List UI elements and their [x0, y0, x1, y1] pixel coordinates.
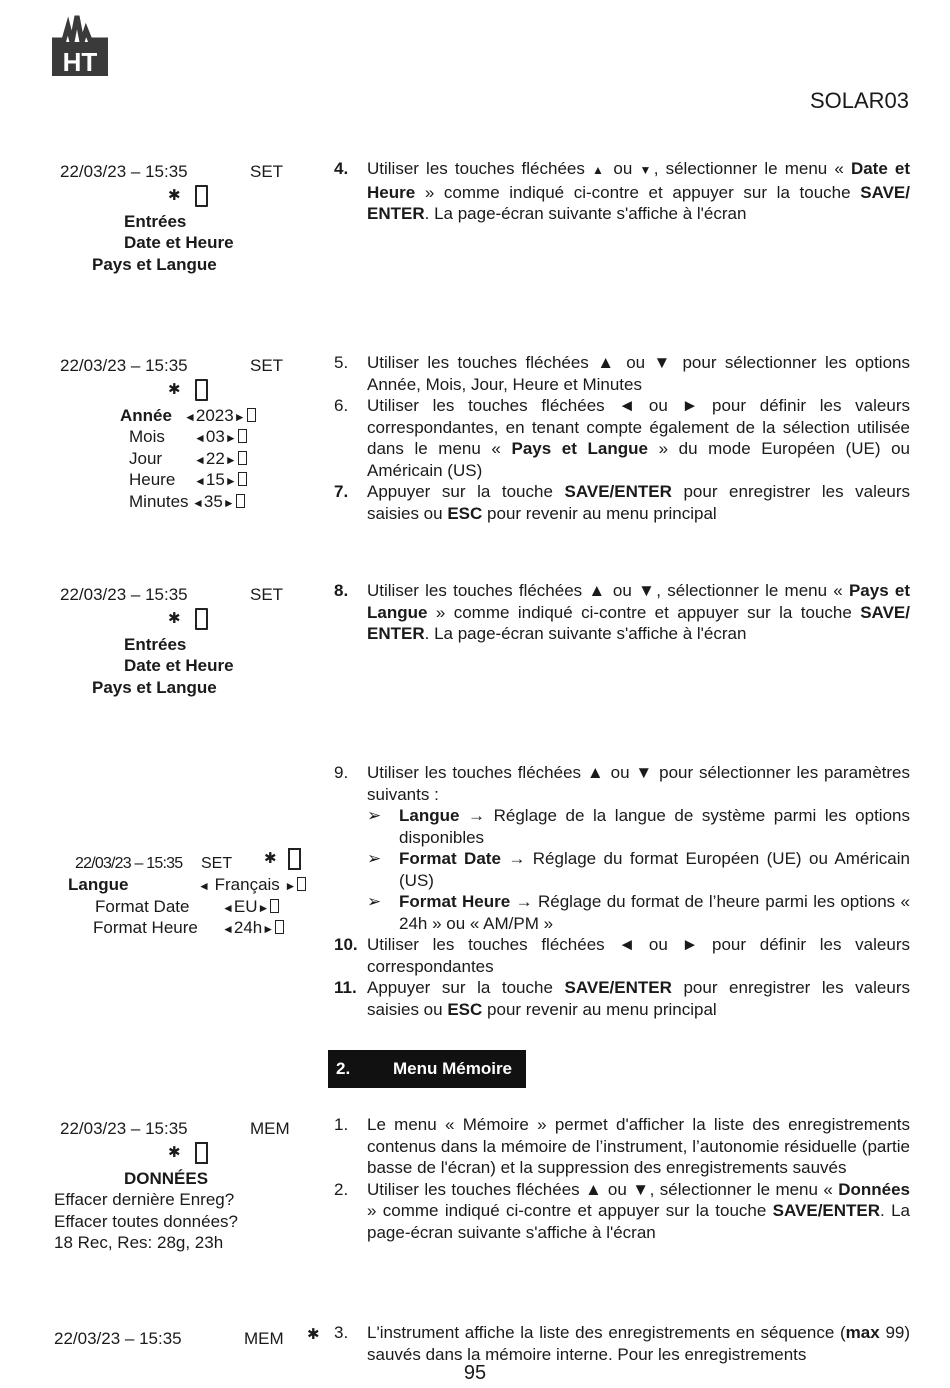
step-text: . La page-écran suivante s'affiche à l'écran [424, 204, 747, 223]
left-arrow-icon: ◄ [194, 431, 206, 445]
instrument-screen-set-menu [60, 161, 320, 275]
step-text: 99) sauvés dans la mémoire interne. Pour les enregistrements [367, 1323, 911, 1364]
parameter-name: Format Heure [399, 892, 511, 911]
menu-item-date-heure: Date et Heure [124, 233, 234, 252]
right-arrow-icon: ► [284, 879, 297, 893]
step-text: pour enregistrer les valeurs saisies ou [367, 978, 910, 1019]
step-text: Appuyer sur la touche [367, 482, 553, 501]
bluetooth-icon: ✱ [264, 850, 276, 867]
screen-mode: SET [250, 585, 284, 604]
step-text: pour enregistrer les valeurs saisies ou [367, 482, 910, 523]
step-text: L'instrument affiche la liste des enregistrements en séquence ( [367, 1323, 846, 1342]
bullet-arrow-icon: ➢ [367, 806, 382, 825]
parameter-description: → Réglage du format de l’heure parmi les options « 24h » ou « AM/PM » [399, 892, 910, 933]
instrument-screen-pays-langue [68, 848, 328, 939]
cursor-box-icon [238, 451, 247, 465]
step-text: Utiliser les touches fléchées ▲ ou ▼ pour sélectionner les paramètres suivants : [367, 763, 910, 804]
menu-name: Pays et Langue [511, 439, 648, 458]
screen-datetime: 22/03/23 – 15:35 [54, 1329, 182, 1348]
bluetooth-icon: ✱ [168, 1143, 181, 1161]
battery-icon [288, 848, 301, 870]
right-arrow-icon: ► [222, 495, 235, 510]
section-heading [328, 1050, 526, 1088]
bluetooth-icon: ✱ [307, 1326, 320, 1343]
battery-icon [195, 379, 208, 401]
parameter-name: Langue [399, 806, 460, 825]
step-text: Appuyer sur la touche [367, 978, 553, 997]
parameter-name: Format Date [399, 849, 501, 868]
instruction-step-4 [334, 158, 910, 225]
field-label-format-heure: Format Heure [93, 918, 198, 937]
step-number: 9. [334, 763, 349, 782]
field-label-annee: Année [120, 405, 172, 425]
cursor-box-icon [236, 494, 245, 508]
cursor-box-icon [275, 920, 284, 934]
bluetooth-icon: ✱ [168, 380, 181, 398]
ht-logo-graphic [50, 12, 110, 78]
field-label-mois: Mois [129, 427, 165, 446]
ht-logo [50, 12, 110, 78]
menu-item-entrees: Entrées [124, 634, 187, 654]
field-value-jour: 22 [205, 448, 225, 468]
menu-item-effacer-toutes: Effacer toutes données? [54, 1211, 238, 1231]
instrument-screen-set-menu-2 [60, 584, 320, 698]
battery-icon [195, 608, 208, 630]
field-value-format-date: EU [233, 896, 258, 916]
parameter-description: → Réglage de la langue de système parmi les options disponibles [399, 806, 910, 847]
cursor-box-icon [270, 899, 279, 913]
battery-icon [195, 185, 208, 207]
right-arrow-icon: ► [262, 922, 275, 936]
step-text: Utiliser les touches fléchées ▲ ou ▼, sélectionner le menu « [367, 581, 843, 600]
step-text: . La page-écran suivante s'affiche à l'écran [367, 1201, 910, 1242]
menu-name: Date et Heure [367, 159, 911, 202]
bluetooth-icon: ✱ [168, 609, 181, 627]
field-value-annee: 2023 [195, 405, 234, 425]
step-number: 1. [334, 1115, 349, 1134]
screen-mode: SET [250, 162, 284, 181]
step-number: 10. [334, 935, 358, 954]
screen-title-donnees: DONNÉES [124, 1168, 209, 1188]
right-arrow-icon: ► [224, 452, 237, 467]
field-value-heure: 15 [205, 470, 225, 489]
menu-item-date-heure: Date et Heure [124, 656, 234, 675]
down-arrow-icon: ▼ [639, 163, 654, 177]
cursor-box-icon [297, 877, 306, 891]
model-name: SOLAR03 [809, 88, 909, 113]
left-arrow-icon: ◄ [184, 409, 196, 424]
parameter-description: → Réglage du format Européen (UE) ou Américain (US) [399, 849, 910, 890]
key-name: SAVE/ENTER [564, 482, 672, 501]
field-value-langue: Français [214, 875, 280, 894]
step-text: Utiliser les touches fléchées [367, 159, 585, 178]
step-text: Le menu « Mémoire » permet d'afficher la liste des enregistrements contenus dans la mémoire de l’instrument, l’autonomie résiduelle (partie basse de l'écran) et la suppression des enregistrements sauvés [367, 1115, 910, 1177]
screen-datetime: 22/03/23 – 15:35 [60, 162, 188, 181]
step-number: 2. [334, 1179, 349, 1199]
key-name: ESC [447, 999, 483, 1019]
instruction-steps-5-7 [334, 352, 910, 524]
left-arrow-icon: ◄ [192, 495, 204, 510]
step-text: Utiliser les touches fléchées ▲ ou ▼ pour sélectionner les options Année, Mois, Jour, Heure et Minutes [367, 353, 910, 394]
screen-datetime: 22/03/23 – 15:35 [75, 855, 183, 872]
step-number: 8. [334, 581, 349, 600]
right-arrow-icon: ► [257, 900, 270, 915]
field-label-format-date: Format Date [95, 896, 190, 916]
step-text: pour revenir au menu principal [487, 503, 717, 523]
step-number: 3. [334, 1323, 349, 1342]
key-name: SAVE/ ENTER [367, 182, 910, 223]
menu-name: Données [838, 1179, 910, 1199]
right-arrow-icon: ► [224, 431, 237, 445]
page-number: 95 [463, 1362, 487, 1384]
step-number: 6. [334, 396, 349, 415]
step-text: . La page-écran suivante s'affiche à l'écran [424, 624, 747, 643]
menu-name: Pays et Langue [367, 581, 910, 622]
step-text: » du mode Européen (UE) ou Américain (US) [367, 439, 911, 480]
bluetooth-icon: ✱ [168, 186, 181, 204]
menu-item-pays-langue: Pays et Langue [92, 677, 217, 697]
instrument-screen-memoire [54, 1118, 314, 1254]
step-text: Utiliser les touches fléchées ▲ ou ▼, sélectionner le menu « [367, 1179, 833, 1199]
field-value-minutes: 35 [203, 491, 223, 511]
screen-datetime: 22/03/23 – 15:35 [60, 585, 188, 604]
field-value-mois: 03 [205, 427, 225, 446]
cursor-box-icon [238, 429, 247, 443]
up-arrow-icon: ▲ [592, 163, 607, 177]
key-name: SAVE/ENTER [772, 1201, 881, 1220]
screen-mode: MEM [244, 1329, 284, 1348]
field-label-langue: Langue [68, 875, 129, 894]
step-number: 11. [334, 978, 357, 997]
step-number: 5. [334, 353, 349, 372]
step-text: » comme indiqué ci-contre et appuyer sur la touche [367, 1201, 767, 1220]
field-label-heure: Heure [129, 470, 176, 489]
screen-mode: SET [250, 356, 284, 375]
step-text: , sélectionner le menu « [653, 159, 844, 178]
screen-mode: MEM [250, 1119, 290, 1138]
step-text: pour revenir au menu principal [487, 999, 717, 1019]
bullet-arrow-icon: ➢ [367, 849, 382, 868]
screen-mode: SET [201, 855, 233, 872]
key-name: ESC [447, 503, 483, 523]
instruction-steps-9-11 [334, 762, 910, 1020]
section-number: 2. [336, 1059, 351, 1078]
cursor-box-icon [238, 472, 247, 486]
field-label-minutes: Minutes [129, 491, 189, 511]
key-name: SAVE/ ENTER [367, 602, 910, 643]
left-arrow-icon: ◄ [222, 922, 234, 936]
left-arrow-icon: ◄ [194, 474, 206, 488]
step-number: 7. [334, 482, 349, 501]
screen-datetime: 22/03/23 – 15:35 [60, 1119, 188, 1138]
instrument-screen-memoire-list [54, 1328, 334, 1350]
step-number: 4. [334, 159, 349, 178]
left-arrow-icon: ◄ [222, 900, 234, 915]
step-text: » comme indiqué ci-contre et appuyer sur la touche [435, 602, 852, 622]
screen-datetime: 22/03/23 – 15:35 [60, 356, 188, 375]
menu-item-pays-langue: Pays et Langue [92, 254, 217, 274]
step-emphasis: max [845, 1323, 880, 1342]
step-text: ou [613, 159, 633, 178]
step-text: Utiliser les touches fléchées ◄ ou ► pour définir les valeurs correspondantes [367, 935, 910, 976]
step-text: » comme indiqué ci-contre et appuyer sur la touche [424, 182, 851, 202]
field-value-format-heure: 24h [233, 918, 263, 937]
menu-item-entrees: Entrées [124, 211, 187, 231]
right-arrow-icon: ► [224, 474, 237, 488]
key-name: SAVE/ENTER [564, 978, 672, 997]
field-label-jour: Jour [129, 448, 163, 468]
logo-text: HT [62, 47, 98, 77]
instruction-memoire-steps-1-2 [334, 1114, 910, 1243]
left-arrow-icon: ◄ [194, 452, 206, 467]
bullet-arrow-icon: ➢ [367, 892, 382, 911]
menu-item-effacer-derniere: Effacer dernière Enreg? [54, 1190, 235, 1209]
cursor-box-icon [247, 408, 256, 422]
instruction-step-8 [334, 580, 910, 645]
section-title: Menu Mémoire [393, 1059, 513, 1078]
memory-status: 18 Rec, Res: 28g, 23h [54, 1233, 224, 1252]
left-arrow-icon: ◄ [198, 879, 210, 893]
instruction-memoire-step-3 [334, 1322, 911, 1364]
step-text: Utiliser les touches fléchées ◄ ou ► pour définir les valeurs correspondantes, en tenant compte également de la sélection utilisée dans le menu « [367, 396, 910, 458]
battery-icon [195, 1142, 208, 1164]
right-arrow-icon: ► [233, 409, 246, 424]
instrument-screen-date-heure [60, 355, 320, 512]
